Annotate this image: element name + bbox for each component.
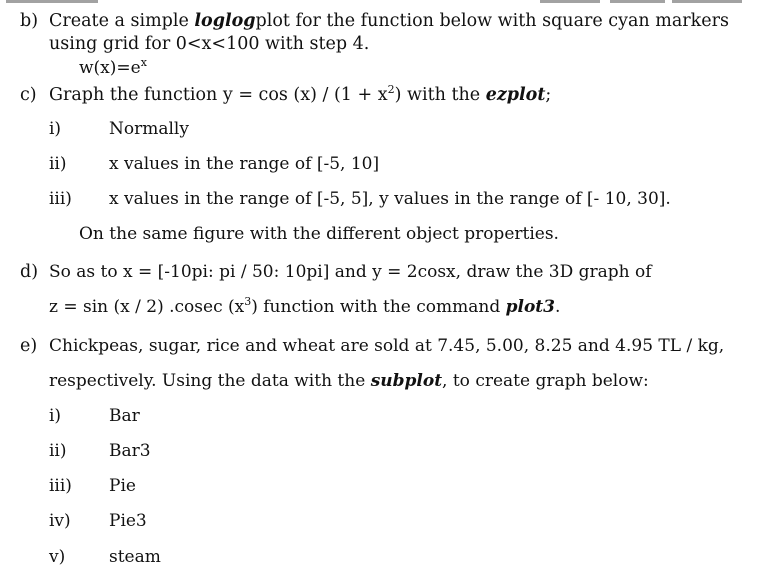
section-e-line2-post: , to create graph below: [442, 371, 649, 391]
section-e-item-number: v) [49, 547, 66, 567]
section-c-item-number: i) [49, 119, 62, 139]
section-c-item-number: ii) [49, 154, 67, 174]
formula-exponent: x [140, 56, 147, 69]
section-d-function-exponent: 3 [244, 295, 252, 308]
section-d-line2-end: . [554, 297, 561, 317]
section-b-line1 [49, 10, 729, 32]
section-c-line1-mid: ) with the [394, 85, 481, 105]
formula-base: w(x)=e [79, 58, 141, 78]
section-d-label: d) [20, 262, 39, 282]
section-e-item-text: Bar3 [109, 441, 151, 461]
section-b-formula [79, 57, 147, 79]
subplot-command: subplot [370, 371, 443, 391]
plot3-command: plot3 [505, 297, 555, 317]
section-c-item-number: iii) [49, 189, 72, 209]
section-d-line1-b: x = [-10pi: pi / 50: 10pi] and y = 2cosx, draw the 3D graph of [123, 262, 652, 282]
section-b-line1-pre: Create a simple [49, 11, 189, 31]
section-c-note: On the same figure with the different object properties. [79, 224, 559, 244]
section-b-line1-post: plot for the function below with square cyan markers [255, 11, 729, 31]
section-d-function: z = sin (x / 2) .cosec (x [49, 297, 245, 317]
section-e-item-number: iv) [49, 511, 71, 531]
section-c-function-exponent: 2 [387, 83, 395, 96]
section-d-line2 [49, 296, 560, 318]
section-e-line2-pre: respectively. Using the data with the [49, 371, 366, 391]
section-e-item-number: iii) [49, 476, 72, 496]
section-e-item-text: Pie [109, 476, 136, 496]
section-c-line1-pre: Graph the function [49, 85, 218, 105]
section-e-line1: Chickpeas, sugar, rice and wheat are sold at 7.45, 5.00, 8.25 and 4.95 TL / kg, [49, 336, 725, 356]
section-e-line2 [49, 370, 649, 392]
section-c-item-text: x values in the range of [-5, 5], y values in the range of [- 10, 30]. [109, 189, 671, 209]
cropped-previous-line [0, 0, 770, 4]
ezplot-command: ezplot [485, 85, 546, 105]
section-d-line2-b: ) function with the command [251, 297, 501, 317]
section-d-line1 [49, 261, 652, 283]
section-e-label: e) [20, 336, 38, 356]
section-e-item-number: ii) [49, 441, 67, 461]
section-b-label: b) [20, 11, 39, 31]
section-c-item-text: Normally [109, 119, 189, 139]
section-e-item-text: Pie3 [109, 511, 147, 531]
section-e-item-number: i) [49, 406, 62, 426]
loglog-command: loglog [194, 11, 256, 31]
section-c-line1-end: ; [545, 85, 552, 105]
section-c-line1 [49, 84, 551, 106]
section-d-line1-a: So as to [49, 262, 118, 282]
section-c-function: y = cos (x) / (1 + x [222, 85, 388, 105]
section-e-item-text: steam [109, 547, 161, 567]
section-c-item-text: x values in the range of [-5, 10] [109, 154, 380, 174]
section-c-label: c) [20, 85, 37, 105]
section-b-line2: using grid for 0<x<100 with step 4. [49, 34, 370, 54]
section-e-item-text: Bar [109, 406, 140, 426]
